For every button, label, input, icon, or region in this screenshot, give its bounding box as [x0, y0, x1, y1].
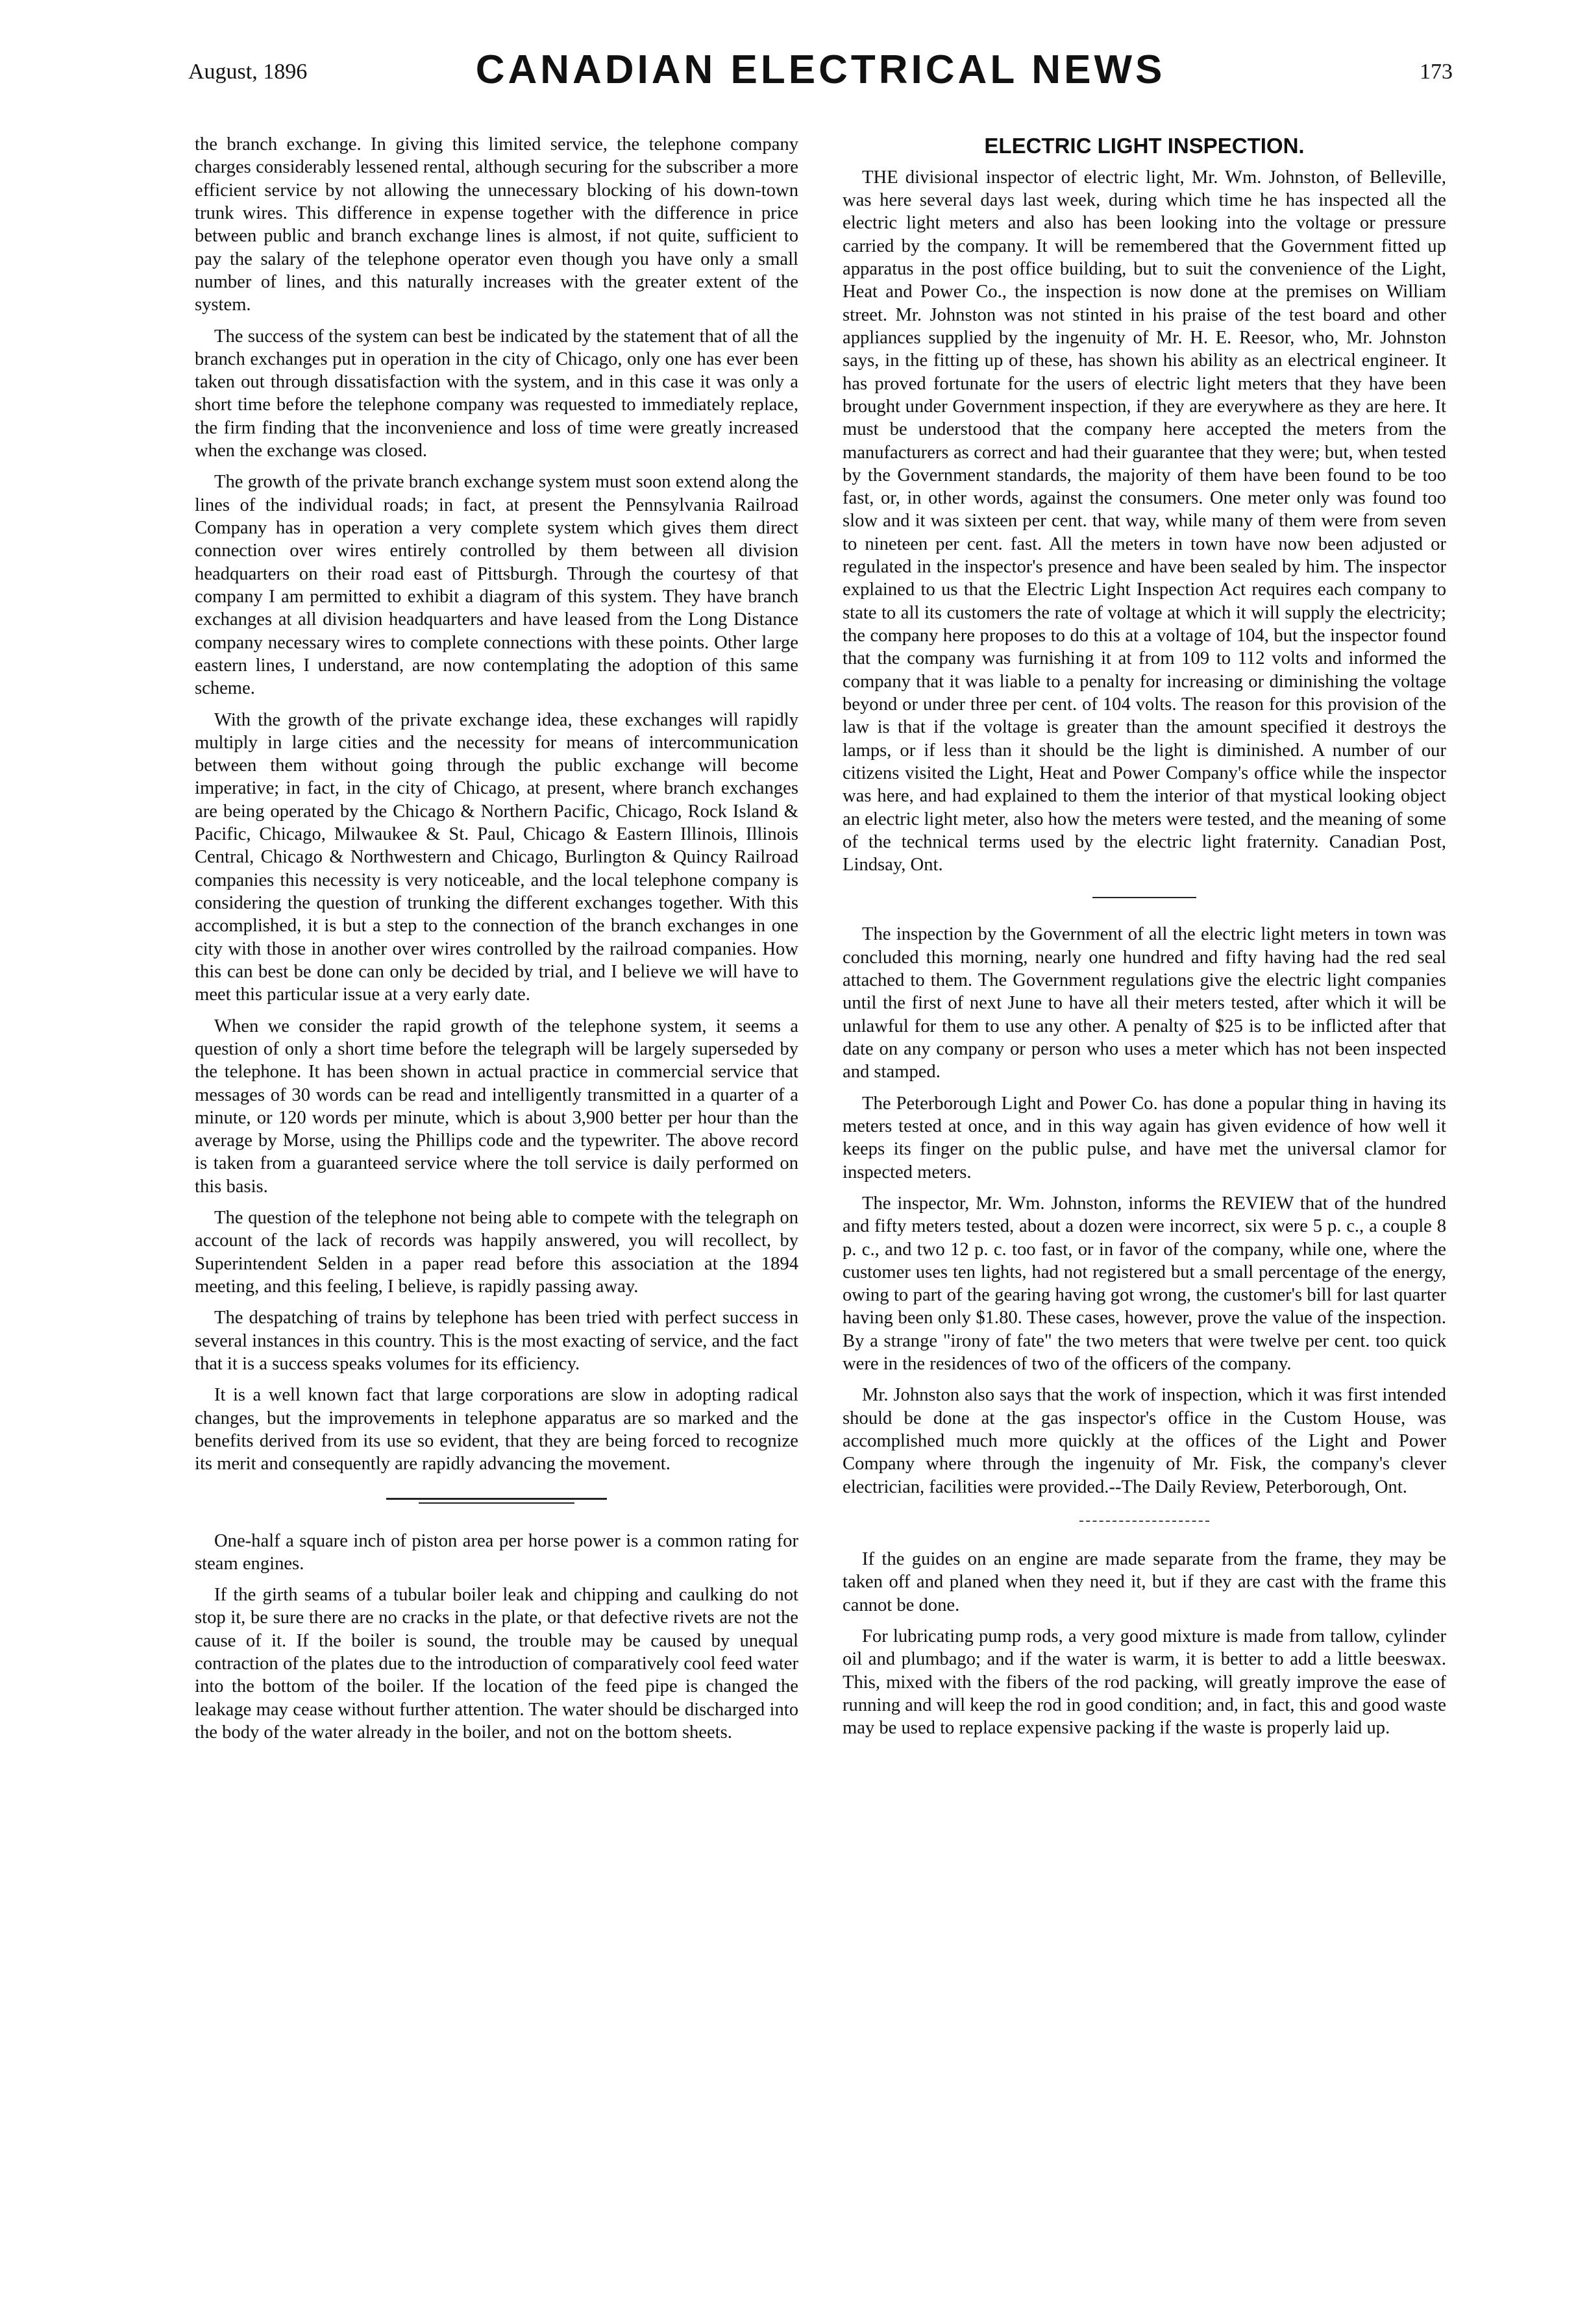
page-number: 173 — [1420, 60, 1453, 84]
article-paragraph: Mr. Johnston also says that the work of inspection, which it was first intended should be done at the gas inspector's office in the Custom House, was accomplished much more quickly at the offices of the Light and Power Company where through the ingenuity of Mr. Fisk, the company's clever electrician, facilities were provided.--The Daily Review, Peterborough, Ont. — [843, 1385, 1446, 1497]
article-paragraph: The success of the system can best be indicated by the statement that of all the branch exchanges put in operation in the city of Chicago, only one has ever been taken out through dissatisfaction with the system, and in this case it was only a short time before the telephone company was requested to immediately replace, the firm finding that the inconvenience and loss of time were greatly increased when the exchange was closed. — [195, 326, 798, 461]
section-divider — [419, 1502, 574, 1504]
article-heading: ELECTRIC LIGHT INSPECTION. — [984, 134, 1305, 158]
section-divider — [1092, 897, 1196, 898]
note-paragraph: If the guides on an engine are made separate from the frame, they may be taken off and planed when they need it, but if they are cast with the frame this cannot be done. — [843, 1548, 1446, 1615]
publication-title: CANADIAN ELECTRICAL NEWS — [475, 47, 1166, 92]
note-paragraph: For lubricating pump rods, a very good mixture is made from tallow, cylinder oil and plumbago; and if the water is warm, it is better to add a little beeswax. This, mixed with the fibers of the rod packing, will greatly improve the ease of running and will keep the rod in good condition; and, in fact, this and good waste may be used to replace expensive packing if the waste is properly laid up. — [843, 1626, 1446, 1739]
article-paragraph: The Peterborough Light and Power Co. has done a popular thing in having its meters tested at once, and in this way again has given evidence of how well it keeps its finger on the public pulse, and have met the universal clamor for inspected meters. — [843, 1093, 1446, 1182]
left-column — [195, 133, 798, 1752]
article-paragraph: THE divisional inspector of electric light, Mr. Wm. Johnston, of Belleville, was here several days last week, during which time he has inspected all the electric light meters and also has been looking into the voltage or pressure carried by the company. It will be remembered that the Government fitted up apparatus in the post office building, but to suit the convenience of the Light, Heat and Power Co., the inspection is now done at the premises on William street. Mr. Johnston was not stinted in his praise of the test board and other appliances supplied by the ingenuity of Mr. H. E. Reesor, who, Mr. Johnston says, in the fitting up of these, has shown his ability as an electrical engineer. It has proved fortunate for the users of electric light meters that they have been brought under Government inspection, if they are everywhere as they are here. It must be understood that the company here accepted the meters from the manufacturers as correct and had their guarantee that they were; but, when tested by the Government standards, the majority of them have been found to be too fast, or, in other words, against the consumers. One meter only was found too slow and it was sixteen per cent. that way, while many of them were from seven to nineteen per cent. fast. All the meters in town have now been adjusted or regulated in the inspector's presence and have been sealed by him. The inspector explained to us that the Electric Light Inspection Act requires each company to state to all its customers the rate of voltage at which it will supply the electricity; the company here proposes to do this at a voltage of 104, but the inspector found that the company was furnishing it at from 109 to 112 volts and informed the company that it was liable to a penalty for increasing or diminishing the voltage beyond or under three per cent. of 104 volts. The reason for this provision of the law is that if the voltage is greater than the amount specified it destroys the lamps, or if less than it should be the light is diminished. A number of our citizens visited the Light, Heat and Power Company's office while the inspector was here, and had explained to them the interior of that mystical looking object an electric light meter, also how the meters were tested, and the meaning of some of the technical terms used by the electric light fraternity. Canadian Post, Lindsay, Ont. — [843, 167, 1446, 875]
article-paragraph: When we consider the rapid growth of the telephone system, it seems a question of only a short time before the telegraph will be largely superseded by the telephone. It has been shown in actual practice in commercial service that messages of 30 words can be read and intelligently transmitted in a quarter of a minute, or 120 words per minute, which is about 3,900 better per hour than the average by Morse, using the Phillips code and the typewriter. The above record is taken from a guaranteed service where the toll service is daily performed on this basis. — [195, 1016, 798, 1197]
note-paragraph: One-half a square inch of piston area per horse power is a common rating for steam engines. — [195, 1530, 798, 1574]
article-paragraph: With the growth of the private exchange idea, these exchanges will rapidly multiply in large cities and the necessity for means of intercommunication between them without going through the public exchange will become imperative; in fact, in the city of Chicago, at present, where branch exchanges are being operated by the Chicago & Northern Pacific, Chicago, Rock Island & Pacific, Chicago, Milwaukee & St. Paul, Chicago & Eastern Illinois, Illinois Central, Chicago & Northwestern and Chicago, Burlington & Quincy Railroad companies this necessity is very noticeable, and the local telephone company is considering the question of trunking the different exchanges together. With this accomplished, it is but a step to the connection of the branch exchanges in one city with those in another over wires controlled by the railroad companies. How this can best be done can only be decided by trial, and I believe we will have to meet this particular issue at a very early date. — [195, 709, 798, 1005]
article-paragraph: The inspector, Mr. Wm. Johnston, informs the REVIEW that of the hundred and fifty meters tested, about a dozen were incorrect, six were 5 p. c., a couple 8 p. c., and two 12 p. c. too fast, or in favor of the company, while one, where the customer uses ten lights, had not registered but a small percentage of the energy, owing to part of the gearing having got wrong, the customer's bill for last quarter having been only $1.80. These cases, however, prove the value of the inspection. By a strange "irony of fate" the two meters that were twelve per cent. too quick were in the residences of two of the officers of the company. — [843, 1193, 1446, 1375]
right-column — [843, 133, 1446, 1748]
section-divider — [386, 1498, 607, 1500]
article-paragraph: The despatching of trains by telephone has been tried with perfect success in several instances in this country. This is the most exacting of service, and the fact that it is a success speaks volumes for its efficiency. — [195, 1308, 798, 1374]
issue-date: August, 1896 — [188, 60, 308, 84]
article-paragraph: The inspection by the Government of all the electric light meters in town was concluded this morning, nearly one hundred and fifty having had the red seal attached to them. The Government regulations give the electric light companies until the first of next June to have all their meters tested, after which it will be unlawful for them to use any other. A penalty of $25 is to be inflicted after that date on any company or person who uses a meter which has not been inspected and stamped. — [843, 924, 1446, 1082]
article-paragraph: It is a well known fact that large corporations are slow in adopting radical changes, but the improvements in telephone apparatus are so marked and the benefits derived from its use so evident, that they are being forced to recognize its merit and consequently are rapidly advancing the movement. — [195, 1385, 798, 1474]
article-paragraph: The growth of the private branch exchange system must soon extend along the lines of the individual roads; in fact, at present the Pennsylvania Railroad Company has in operation a very complete system which gives them direct connection over wires entirely controlled by them between all division headquarters on their road east of Pittsburgh. Through the courtesy of that company I am permitted to exhibit a diagram of this system. They have branch exchanges at all division headquarters and have leased from the Long Distance company necessary wires to complete connections with these points. Other large eastern lines, I understand, are now contemplating the adoption of this same scheme. — [195, 472, 798, 699]
article-paragraph: the branch exchange. In giving this limited service, the telephone company charges considerably lessened rental, although securing for the subscriber a more efficient service by not allowing the unnecessary blocking of his down-town trunk wires. This difference in expense together with the difference in price between public and branch exchange lines is almost, if not quite, sufficient to pay the salary of the telephone operator even though you have only a small number of lines, and this naturally increases with the greater extent of the system. — [195, 134, 798, 315]
article-paragraph: The question of the telephone not being able to compete with the telegraph on account of the lack of records was happily answered, you will recollect, by Superintendent Selden in a paper read before this association at the 1894 meeting, and this feeling, I believe, is rapidly passing away. — [195, 1208, 798, 1297]
page-header — [188, 34, 1453, 105]
section-divider — [1079, 1521, 1209, 1522]
note-paragraph: If the girth seams of a tubular boiler leak and chipping and caulking do not stop it, be sure there are no cracks in the plate, or that defective rivets are not the cause of it. If the boiler is sound, the trouble may be caused by unequal contraction of the plates due to the introduction of comparatively cool feed water into the bottom of the boiler. If the location of the feed pipe is changed the leakage may cease without further attention. The water should be discharged into the body of the water already in the boiler, and not on the bottom sheets. — [195, 1585, 798, 1743]
